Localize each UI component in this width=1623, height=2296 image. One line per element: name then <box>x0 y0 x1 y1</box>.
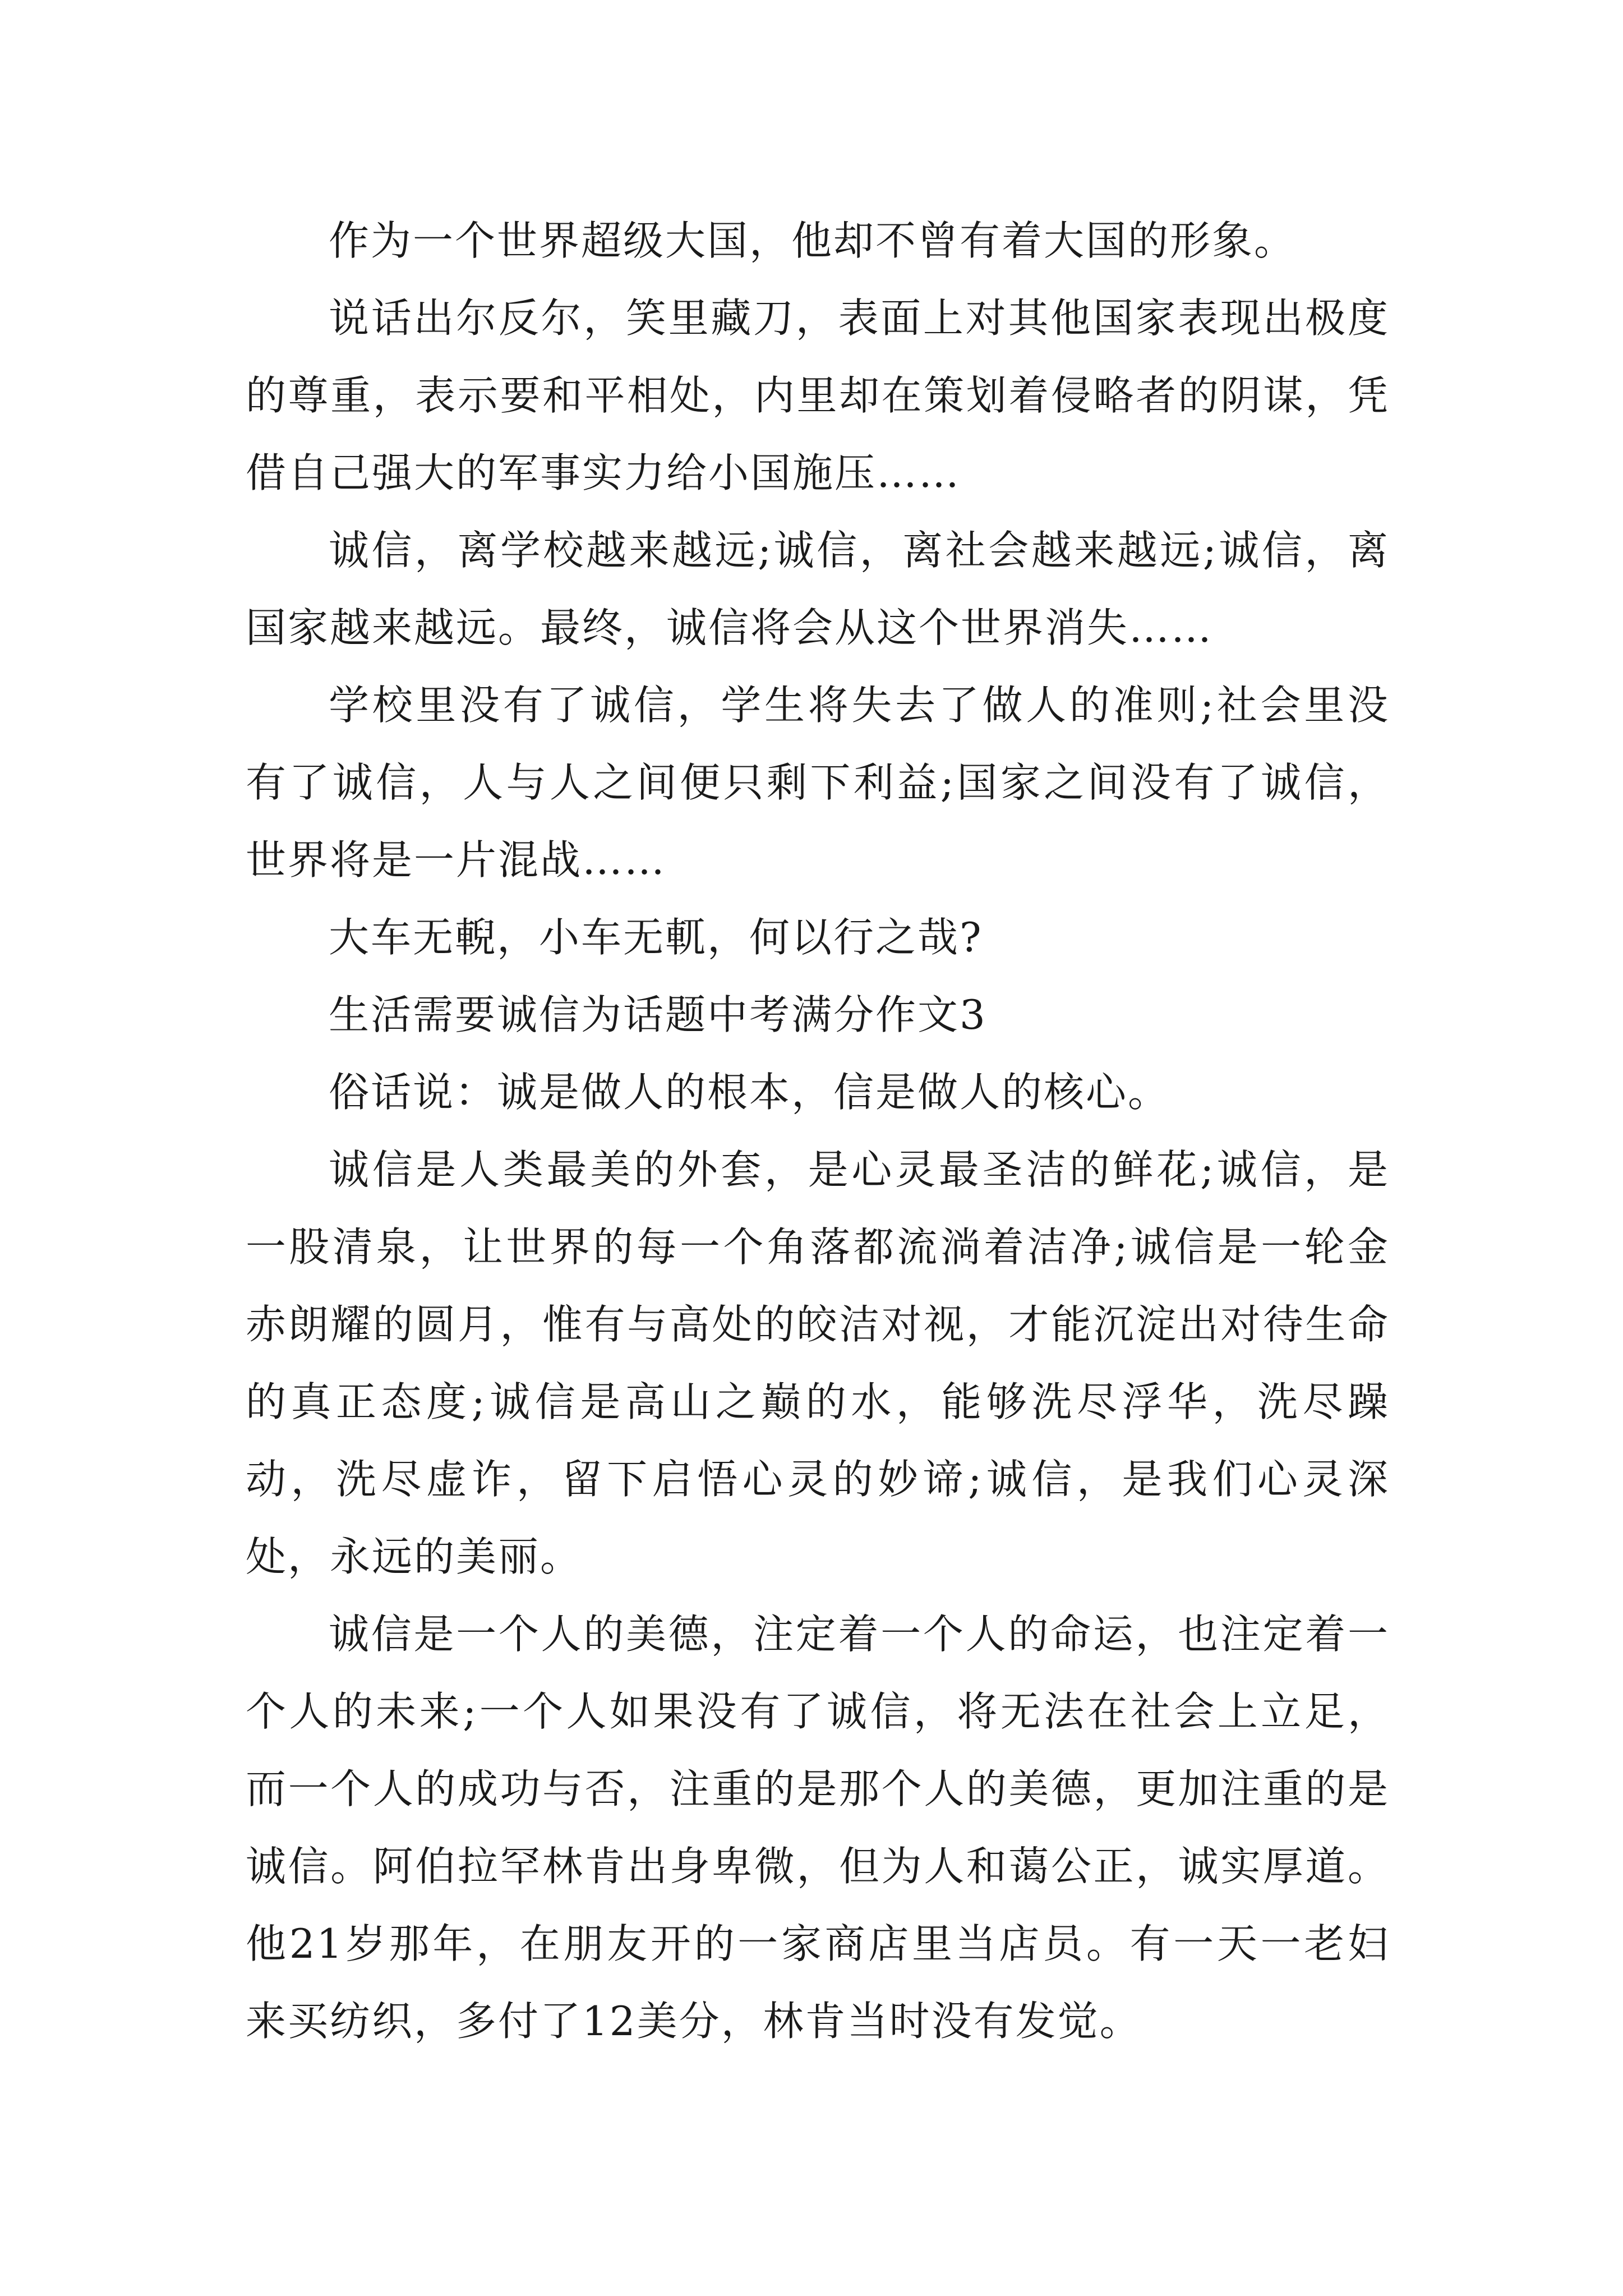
section-heading: 生活需要诚信为话题中考满分作文3 <box>329 991 987 1038</box>
paragraph-4: 学校里没有了诚信，学生将失去了做人的准则;社会里没有了诚信，人与人之间便只剩下利益;国家之间没有了诚信，世界将是一片混战…… <box>246 682 1390 884</box>
paragraph-1: 作为一个世界超级大国，他却不曾有着大国的形象。 <box>329 217 1297 264</box>
document-body <box>246 202 1390 2060</box>
paragraph-7: 俗话说：诚是做人的根本，信是做人的核心。 <box>329 1069 1170 1116</box>
paragraph-5: 大车无輗，小车无軏，何以行之哉? <box>329 914 983 961</box>
paragraph-3: 诚信，离学校越来越远;诚信，离社会越来越远;诚信，离国家越来越远。最终，诚信将会从这个世界消失…… <box>246 527 1390 651</box>
paragraph-8: 诚信是人类最美的外套，是心灵最圣洁的鲜花;诚信，是一股清泉，让世界的每一个角落都流淌着洁净;诚信是一轮金赤朗耀的圆月，惟有与高处的皎洁对视，才能沉淀出对待生命的真正态度;诚信是高山之巅的水，能够洗尽浮华，洗尽躁动，洗尽虚诈，留下启悟心灵的妙谛;诚信，是我们心灵深处，永远的美丽。 <box>246 1146 1390 1580</box>
paragraph-9: 诚信是一个人的美德，注定着一个人的命运，也注定着一个人的未来;一个人如果没有了诚信，将无法在社会上立足，而一个人的成功与否，注重的是那个人的美德，更加注重的是诚信。阿伯拉罕林肯出身卑微，但为人和蔼公正，诚实厚道。他21岁那年，在朋友开的一家商店里当店员。有一天一老妇来买纺织，多付了12美分，林肯当时没有发觉。 <box>246 1611 1390 2045</box>
paragraph-2: 说话出尔反尔，笑里藏刀，表面上对其他国家表现出极度的尊重，表示要和平相处，内里却在策划着侵略者的阴谋，凭借自己强大的军事实力给小国施压…… <box>246 295 1390 496</box>
